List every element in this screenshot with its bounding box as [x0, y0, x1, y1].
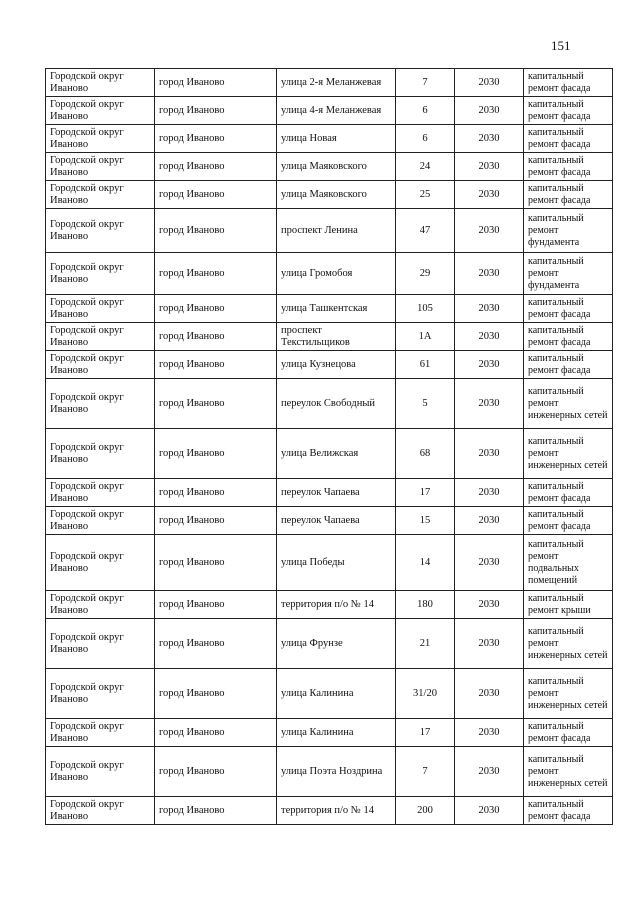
table-row [46, 379, 613, 429]
municipal-district-cell: Городской округ Иваново [46, 125, 155, 153]
house-number-cell: 7 [396, 747, 455, 797]
table-row [46, 619, 613, 669]
table-row [46, 351, 613, 379]
year-cell: 2030 [455, 323, 524, 351]
year-cell: 2030 [455, 535, 524, 591]
municipal-district-cell: Городской округ Иваново [46, 253, 155, 295]
year-cell: 2030 [455, 181, 524, 209]
street-cell: улица Маяковского [277, 153, 396, 181]
street-cell: улица Победы [277, 535, 396, 591]
repair-type-cell: капитальный ремонт фасада [524, 97, 613, 125]
municipal-district-cell: Городской округ Иваново [46, 797, 155, 825]
year-cell: 2030 [455, 479, 524, 507]
table-row [46, 181, 613, 209]
street-cell: проспект Ленина [277, 209, 396, 253]
house-number-cell: 1А [396, 323, 455, 351]
year-cell: 2030 [455, 97, 524, 125]
street-cell: улица Новая [277, 125, 396, 153]
year-cell: 2030 [455, 295, 524, 323]
street-cell: улица Фрунзе [277, 619, 396, 669]
year-cell: 2030 [455, 429, 524, 479]
table-row [46, 253, 613, 295]
house-number-cell: 25 [396, 181, 455, 209]
street-cell: улица Маяковского [277, 181, 396, 209]
house-number-cell: 17 [396, 479, 455, 507]
street-cell: переулок Свободный [277, 379, 396, 429]
city-cell: город Иваново [155, 295, 277, 323]
repair-type-cell: капитальный ремонт фасада [524, 153, 613, 181]
house-number-cell: 200 [396, 797, 455, 825]
street-cell: улица Калинина [277, 669, 396, 719]
table-body [46, 69, 613, 825]
repair-type-cell: капитальный ремонт инженерных сетей [524, 619, 613, 669]
repair-type-cell: капитальный ремонт инженерных сетей [524, 669, 613, 719]
city-cell: город Иваново [155, 591, 277, 619]
house-number-cell: 68 [396, 429, 455, 479]
table-row [46, 669, 613, 719]
house-number-cell: 15 [396, 507, 455, 535]
city-cell: город Иваново [155, 429, 277, 479]
municipal-district-cell: Городской округ Иваново [46, 429, 155, 479]
table-row [46, 209, 613, 253]
city-cell: город Иваново [155, 619, 277, 669]
street-cell: проспект Текстильщиков [277, 323, 396, 351]
table-row [46, 719, 613, 747]
repair-type-cell: капитальный ремонт подвальных помещений [524, 535, 613, 591]
table-row [46, 323, 613, 351]
page-number: 151 [551, 38, 571, 53]
repair-type-cell: капитальный ремонт инженерных сетей [524, 429, 613, 479]
repair-type-cell: капитальный ремонт инженерных сетей [524, 747, 613, 797]
municipal-district-cell: Городской округ Иваново [46, 747, 155, 797]
municipal-district-cell: Городской округ Иваново [46, 619, 155, 669]
municipal-district-cell: Городской округ Иваново [46, 295, 155, 323]
repair-type-cell: капитальный ремонт фасада [524, 323, 613, 351]
table-row [46, 69, 613, 97]
street-cell: улица Велижская [277, 429, 396, 479]
house-number-cell: 24 [396, 153, 455, 181]
table-row [46, 535, 613, 591]
street-cell: улица Поэта Ноздрина [277, 747, 396, 797]
house-number-cell: 6 [396, 97, 455, 125]
house-number-cell: 21 [396, 619, 455, 669]
year-cell: 2030 [455, 379, 524, 429]
house-number-cell: 7 [396, 69, 455, 97]
year-cell: 2030 [455, 591, 524, 619]
table-row [46, 97, 613, 125]
municipal-district-cell: Городской округ Иваново [46, 209, 155, 253]
table-row [46, 747, 613, 797]
house-number-cell: 6 [396, 125, 455, 153]
municipal-district-cell: Городской округ Иваново [46, 97, 155, 125]
city-cell: город Иваново [155, 181, 277, 209]
street-cell: переулок Чапаева [277, 479, 396, 507]
house-number-cell: 105 [396, 295, 455, 323]
repair-type-cell: капитальный ремонт фасада [524, 507, 613, 535]
table-row [46, 153, 613, 181]
repair-schedule-table [45, 68, 613, 825]
year-cell: 2030 [455, 153, 524, 181]
repair-type-cell: капитальный ремонт фасада [524, 797, 613, 825]
municipal-district-cell: Городской округ Иваново [46, 591, 155, 619]
street-cell: переулок Чапаева [277, 507, 396, 535]
repair-type-cell: капитальный ремонт фасада [524, 295, 613, 323]
house-number-cell: 5 [396, 379, 455, 429]
year-cell: 2030 [455, 619, 524, 669]
municipal-district-cell: Городской округ Иваново [46, 669, 155, 719]
street-cell: улица Громобоя [277, 253, 396, 295]
municipal-district-cell: Городской округ Иваново [46, 535, 155, 591]
street-cell: территория п/о № 14 [277, 797, 396, 825]
year-cell: 2030 [455, 253, 524, 295]
table-row [46, 125, 613, 153]
city-cell: город Иваново [155, 351, 277, 379]
street-cell: улица 4-я Меланжевая [277, 97, 396, 125]
municipal-district-cell: Городской округ Иваново [46, 323, 155, 351]
house-number-cell: 17 [396, 719, 455, 747]
year-cell: 2030 [455, 125, 524, 153]
year-cell: 2030 [455, 669, 524, 719]
repair-type-cell: капитальный ремонт крыши [524, 591, 613, 619]
year-cell: 2030 [455, 719, 524, 747]
city-cell: город Иваново [155, 209, 277, 253]
municipal-district-cell: Городской округ Иваново [46, 351, 155, 379]
street-cell: улица Ташкентская [277, 295, 396, 323]
house-number-cell: 180 [396, 591, 455, 619]
municipal-district-cell: Городской округ Иваново [46, 719, 155, 747]
table-row [46, 295, 613, 323]
municipal-district-cell: Городской округ Иваново [46, 69, 155, 97]
city-cell: город Иваново [155, 153, 277, 181]
repair-type-cell: капитальный ремонт фасада [524, 351, 613, 379]
city-cell: город Иваново [155, 719, 277, 747]
year-cell: 2030 [455, 797, 524, 825]
house-number-cell: 29 [396, 253, 455, 295]
table-row [46, 591, 613, 619]
street-cell: улица Кузнецова [277, 351, 396, 379]
house-number-cell: 31/20 [396, 669, 455, 719]
table-row [46, 479, 613, 507]
repair-type-cell: капитальный ремонт фасада [524, 125, 613, 153]
municipal-district-cell: Городской округ Иваново [46, 153, 155, 181]
city-cell: город Иваново [155, 747, 277, 797]
repair-type-cell: капитальный ремонт фундамента [524, 253, 613, 295]
house-number-cell: 61 [396, 351, 455, 379]
city-cell: город Иваново [155, 97, 277, 125]
year-cell: 2030 [455, 69, 524, 97]
municipal-district-cell: Городской округ Иваново [46, 479, 155, 507]
repair-type-cell: капитальный ремонт инженерных сетей [524, 379, 613, 429]
city-cell: город Иваново [155, 535, 277, 591]
city-cell: город Иваново [155, 125, 277, 153]
table-row [46, 507, 613, 535]
city-cell: город Иваново [155, 479, 277, 507]
city-cell: город Иваново [155, 797, 277, 825]
city-cell: город Иваново [155, 323, 277, 351]
street-cell: улица 2-я Меланжевая [277, 69, 396, 97]
city-cell: город Иваново [155, 69, 277, 97]
city-cell: город Иваново [155, 507, 277, 535]
street-cell: улица Калинина [277, 719, 396, 747]
year-cell: 2030 [455, 507, 524, 535]
repair-type-cell: капитальный ремонт фасада [524, 479, 613, 507]
municipal-district-cell: Городской округ Иваново [46, 379, 155, 429]
municipal-district-cell: Городской округ Иваново [46, 507, 155, 535]
year-cell: 2030 [455, 351, 524, 379]
street-cell: территория п/о № 14 [277, 591, 396, 619]
repair-type-cell: капитальный ремонт фасада [524, 719, 613, 747]
city-cell: город Иваново [155, 379, 277, 429]
repair-type-cell: капитальный ремонт фундамента [524, 209, 613, 253]
house-number-cell: 14 [396, 535, 455, 591]
year-cell: 2030 [455, 209, 524, 253]
repair-type-cell: капитальный ремонт фасада [524, 181, 613, 209]
city-cell: город Иваново [155, 253, 277, 295]
house-number-cell: 47 [396, 209, 455, 253]
city-cell: город Иваново [155, 669, 277, 719]
year-cell: 2030 [455, 747, 524, 797]
table-row [46, 429, 613, 479]
municipal-district-cell: Городской округ Иваново [46, 181, 155, 209]
repair-type-cell: капитальный ремонт фасада [524, 69, 613, 97]
table-row [46, 797, 613, 825]
